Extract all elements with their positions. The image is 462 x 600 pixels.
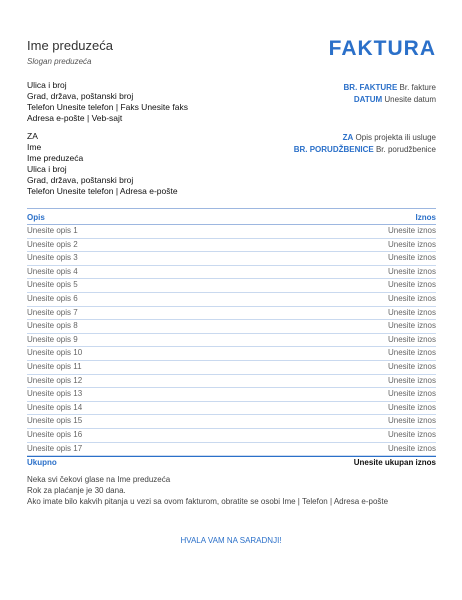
row-description: Unesite opis 17 [27,443,83,453]
row-description: Unesite opis 14 [27,402,83,412]
total-label: Ukupno [27,458,57,468]
payment-notes [27,474,427,507]
table-row [27,443,436,457]
table-row [27,334,436,348]
row-amount: Unesite iznos [387,226,436,235]
table-row [27,415,436,429]
table-row [27,347,436,361]
row-description: Unesite opis 4 [27,266,78,276]
recipient-line: Telefon Unesite telefon | Adresa e-pošte [27,186,178,196]
row-amount: Unesite iznos [387,402,436,412]
project-for [294,132,436,144]
table-row [27,375,436,389]
row-description: Unesite opis 15 [27,416,83,426]
invoice-date-value: Unesite datum [384,95,436,104]
row-description: Unesite opis 3 [27,253,78,263]
table-row [27,279,436,293]
recipient-block [27,131,178,197]
row-description: Unesite opis 9 [27,334,78,344]
purchase-order [294,144,436,156]
table-row [27,320,436,334]
table-row [27,239,436,253]
row-description: Unesite opis 13 [27,389,83,399]
company-slogan: Slogan preduzeća [27,57,92,66]
table-row [27,293,436,307]
row-amount: Unesite iznos [387,416,436,426]
table-row [27,388,436,402]
purchase-order-label: BR. PORUDŽBENICE [293,145,374,154]
row-amount: Unesite iznos [387,361,436,371]
table-row [27,402,436,416]
row-amount: Unesite iznos [387,253,436,263]
table-total-row [27,456,436,470]
address-line: Grad, država, poštanski broj [27,91,134,101]
row-amount: Unesite iznos [387,389,436,399]
row-amount: Unesite iznos [387,266,436,276]
note-line: Rok za plaćanje je 30 dana. [27,486,126,495]
table-row [27,225,436,239]
row-amount: Unesite iznos [387,429,436,439]
row-description: Unesite opis 11 [27,361,82,371]
table-row [27,252,436,266]
row-description: Unesite opis 16 [27,429,83,439]
sender-address [27,80,188,124]
row-description: Unesite opis 12 [27,375,83,385]
invoice-number-value: Br. fakture [399,83,436,92]
address-line: Telefon Unesite telefon | Faks Unesite faks [27,102,188,112]
recipient-line: Ime preduzeća [27,153,84,163]
row-description: Unesite opis 8 [27,321,78,331]
recipient-line: Ime [27,142,42,152]
table-row [27,429,436,443]
row-description: Unesite opis 6 [27,293,78,303]
row-amount: Unesite iznos [387,334,436,344]
recipient-line: Grad, država, poštanski broj [27,175,134,185]
row-description: Unesite opis 7 [27,307,78,317]
project-for-value: Opis projekta ili usluge [355,133,436,142]
note-line: Ako imate bilo kakvih pitanja u vezi sa ovom fakturom, obratite se osobi Ime | Telefon | Adresa e-pošte [27,497,389,506]
project-for-label: ZA [342,133,354,142]
row-amount: Unesite iznos [387,443,436,453]
invoice-date-label: DATUM [353,95,383,104]
table-row [27,266,436,280]
company-name: Ime preduzeća [27,38,113,53]
row-amount: Unesite iznos [387,280,436,290]
row-amount: Unesite iznos [387,307,436,317]
row-amount: Unesite iznos [387,348,436,358]
total-value: Unesite ukupan iznos [353,458,436,468]
address-line: Adresa e-pošte | Veb-sajt [27,113,123,123]
recipient-line: ZA [27,131,38,141]
row-description: Unesite opis 2 [27,239,78,249]
table-row [27,361,436,375]
invoice-table [27,208,436,470]
thank-you-message: HVALA VAM NA SARADNJI! [180,536,282,545]
project-meta [294,132,436,156]
purchase-order-value: Br. porudžbenice [375,145,436,154]
row-amount: Unesite iznos [387,321,436,331]
row-description: Unesite opis 10 [27,348,83,358]
invoice-title: FAKTURA [328,37,436,60]
row-description: Unesite opis 5 [27,280,78,290]
column-description: Opis [27,213,45,222]
row-description: Unesite opis 1 [27,226,78,235]
note-line: Neka svi čekovi glase na Ime preduzeća [27,475,171,484]
invoice-number-label: BR. FAKTURE [343,83,398,92]
invoice-meta [344,82,436,106]
table-body [27,225,436,456]
invoice-date [344,94,436,106]
column-amount: Iznos [415,213,436,222]
row-amount: Unesite iznos [387,375,436,385]
row-amount: Unesite iznos [387,239,436,249]
recipient-line: Ulica i broj [27,164,67,174]
table-row [27,307,436,321]
table-header [27,208,436,225]
row-amount: Unesite iznos [387,293,436,303]
address-line: Ulica i broj [27,80,67,90]
invoice-number [344,82,436,94]
